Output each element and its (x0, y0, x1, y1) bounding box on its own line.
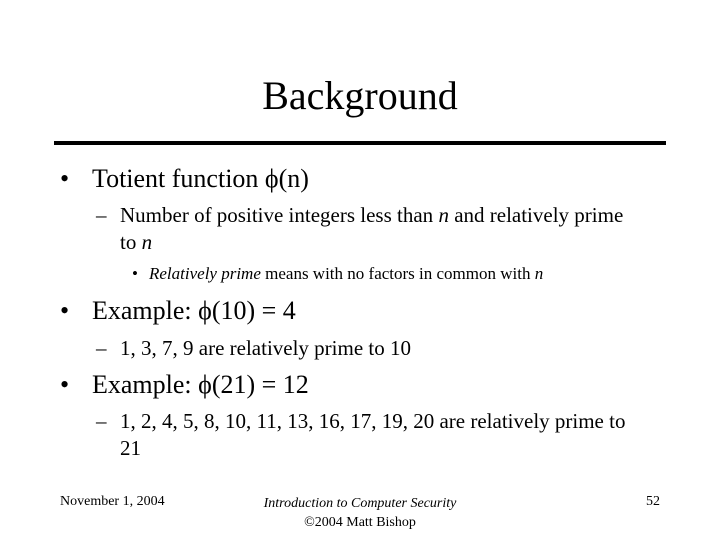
subbullet-text (120, 202, 640, 256)
footer-course (200, 494, 520, 532)
bullet-marker: • (60, 164, 70, 193)
bullet-marker: • (132, 264, 138, 283)
italic-n: n (141, 230, 153, 254)
dash-marker: – (96, 409, 107, 433)
italic-n: n (534, 264, 544, 283)
text-segment: Number of positive integers less than (120, 203, 439, 227)
footer-date: November 1, 2004 (60, 494, 165, 509)
subsubbullet-text (149, 264, 543, 284)
dash-marker: – (96, 336, 107, 360)
bullet-text: Example: ϕ(10) = 4 (92, 296, 296, 325)
slide-title: Background (262, 73, 458, 118)
subbullet-text: 1, 3, 7, 9 are relatively prime to 10 (120, 336, 411, 360)
page-number: 52 (646, 494, 660, 509)
dash-marker: – (96, 203, 107, 227)
copyright: ©2004 Matt Bishop (304, 515, 416, 530)
text-segment: and relatively prime to (120, 203, 624, 254)
title-underline (54, 141, 666, 145)
text-segment: means with no factors in common with (260, 264, 535, 283)
bullet-marker: • (60, 296, 70, 325)
bullet-marker: • (60, 370, 70, 399)
subbullet-text: 1, 2, 4, 5, 8, 10, 11, 13, 16, 17, 19, 20 are relatively prime to 21 (120, 409, 626, 460)
course-title: Introduction to Computer Security (263, 496, 457, 511)
italic-n: n (438, 203, 449, 227)
bullet-text: Example: ϕ(21) = 12 (92, 370, 309, 399)
italic-term: Relatively prime (149, 264, 261, 283)
bullet-text: Totient function ϕ(n) (92, 164, 309, 193)
